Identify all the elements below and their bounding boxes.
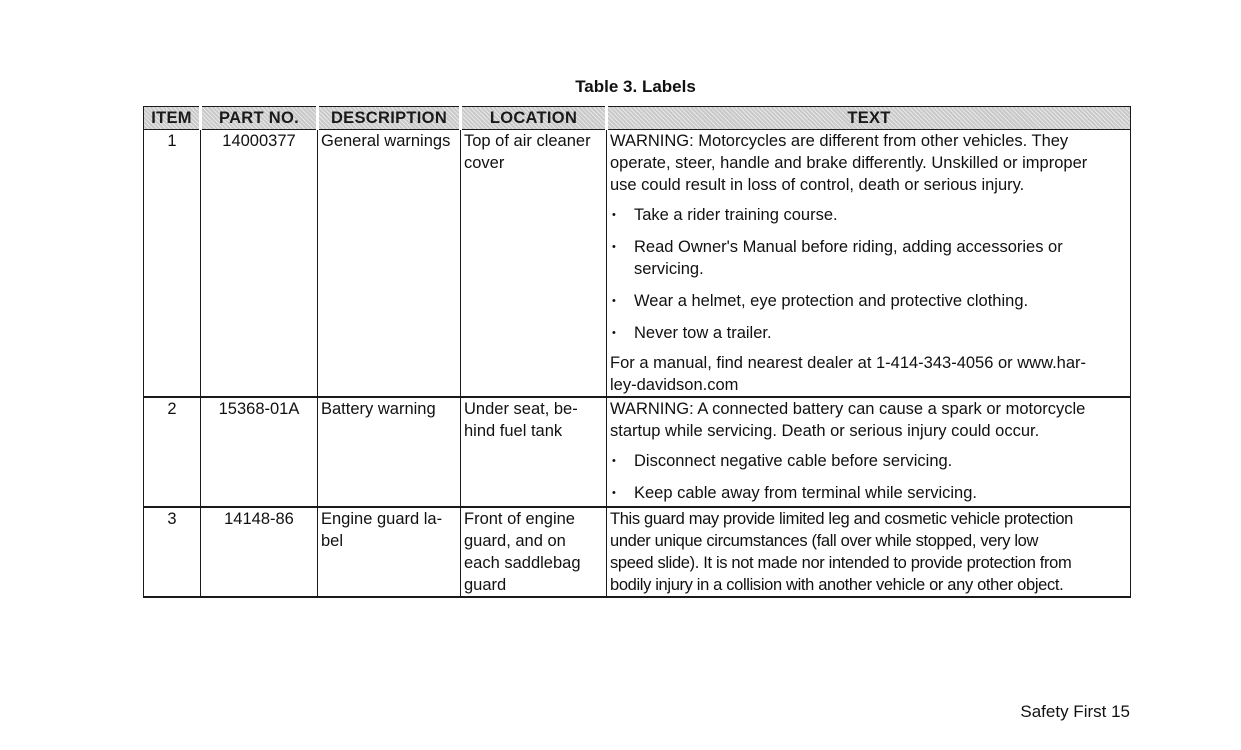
cell-location: Under seat, be- hind fuel tank bbox=[461, 397, 607, 507]
bullet-item bbox=[610, 204, 1127, 226]
bullet-text: Never tow a trailer. bbox=[634, 324, 772, 342]
bullet-text: Disconnect negative cable before servicing. bbox=[634, 452, 953, 470]
bullet-text-continued: servicing. bbox=[634, 260, 704, 278]
cell-part-no: 14148-86 bbox=[201, 507, 318, 597]
bullet-item bbox=[610, 290, 1127, 312]
cell-location: Top of air cleaner cover bbox=[461, 130, 607, 398]
header-location: LOCATION bbox=[461, 107, 607, 130]
header-part-no: PART NO. bbox=[201, 107, 318, 130]
page-footer: Safety First 15 bbox=[1020, 702, 1130, 721]
cell-item: 1 bbox=[144, 130, 201, 398]
dealer-line: ley-davidson.com bbox=[610, 376, 739, 394]
warning-line: WARNING: Motorcycles are different from other vehicles. They bbox=[610, 132, 1069, 150]
bullet-item bbox=[610, 322, 1127, 344]
cell-part-no: 14000377 bbox=[201, 130, 318, 398]
dealer-note bbox=[610, 352, 1127, 396]
table-title: Table 3. Labels bbox=[575, 77, 696, 96]
table-body bbox=[144, 130, 1131, 598]
cell-text bbox=[607, 397, 1131, 507]
bullet-text: Take a rider training course. bbox=[634, 206, 838, 224]
cell-item: 3 bbox=[144, 507, 201, 597]
cell-text bbox=[607, 130, 1131, 398]
guard-line: This guard may provide limited leg and cosmetic vehicle protection bbox=[610, 510, 1073, 528]
warning-line: operate, steer, handle and brake differently. Unskilled or improper bbox=[610, 154, 1088, 172]
cell-description: General warnings bbox=[318, 130, 461, 398]
warning-line: startup while servicing. Death or serious injury could occur. bbox=[610, 422, 1040, 440]
bullet-text: Keep cable away from terminal while servicing. bbox=[634, 484, 977, 502]
dealer-line: For a manual, find nearest dealer at 1-414-343-4056 or www.har- bbox=[610, 354, 1087, 372]
warning-line: use could result in loss of control, death or serious injury. bbox=[610, 176, 1025, 194]
cell-description: Battery warning bbox=[318, 397, 461, 507]
guard-line: speed slide). It is not made nor intended to provide protection from bbox=[610, 554, 1072, 572]
labels-table bbox=[143, 106, 1131, 598]
table-row bbox=[144, 130, 1131, 398]
table-header bbox=[144, 107, 1131, 130]
bullet-item bbox=[610, 482, 1127, 504]
guard-line: under unique circumstances (fall over while stopped, very low bbox=[610, 532, 1039, 550]
bullet-item bbox=[610, 450, 1127, 472]
cell-location: Front of engine guard, and on each saddlebag guard bbox=[461, 507, 607, 597]
cell-item: 2 bbox=[144, 397, 201, 507]
header-text: TEXT bbox=[607, 107, 1131, 130]
cell-description: Engine guard la- bel bbox=[318, 507, 461, 597]
header-description: DESCRIPTION bbox=[318, 107, 461, 130]
cell-part-no: 15368-01A bbox=[201, 397, 318, 507]
cell-text bbox=[607, 507, 1131, 597]
header-row bbox=[144, 107, 1131, 130]
bullet-list bbox=[610, 204, 1127, 344]
table-row bbox=[144, 507, 1131, 597]
header-item: ITEM bbox=[144, 107, 201, 130]
bullet-text: Wear a helmet, eye protection and protective clothing. bbox=[634, 292, 1029, 310]
warning-line: WARNING: A connected battery can cause a spark or motorcycle bbox=[610, 400, 1086, 418]
bullet-item bbox=[610, 236, 1127, 280]
bullet-text: Read Owner's Manual before riding, adding accessories or bbox=[634, 238, 1063, 256]
bullet-list bbox=[610, 450, 1127, 504]
table-row bbox=[144, 397, 1131, 507]
guard-line: bodily injury in a collision with another vehicle or any other object. bbox=[610, 576, 1064, 594]
